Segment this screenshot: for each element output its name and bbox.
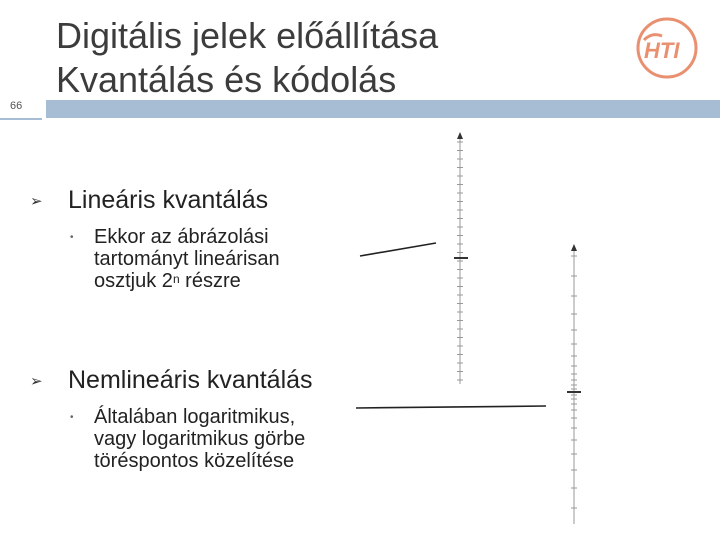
bullet-nonlinear-label: Nemlineáris kvantálás	[68, 366, 313, 394]
pointer-line-linear	[360, 243, 436, 256]
sub-nonlinear-line1: Általában logaritmikus,	[94, 406, 296, 428]
arrow-bullet-icon: ➢	[30, 373, 43, 391]
pointer-line-nonlinear	[356, 406, 546, 408]
title-line-1: Digitális jelek előállítása	[56, 15, 439, 56]
nonlinear-axis-arrowhead	[571, 244, 577, 251]
arrow-bullet-icon: ➢	[30, 193, 43, 211]
sub-linear-line3-post: részre	[179, 270, 241, 292]
exponent-n: n	[172, 272, 180, 286]
slide-number: 66	[10, 100, 23, 112]
sub-linear-line2: tartományt lineárisan	[94, 248, 280, 270]
bullet-linear-label: Lineáris kvantálás	[68, 186, 269, 214]
title-line-2: Kvantálás és kódolás	[56, 59, 397, 100]
nonlinear-scale	[567, 244, 581, 524]
sub-nonlinear-line3: töréspontos közelítése	[94, 450, 295, 472]
sub-linear-line1: Ekkor az ábrázolási	[94, 226, 269, 248]
sub-bullet-dot-icon: •	[70, 412, 74, 423]
logo-text: HTI	[644, 38, 680, 63]
sub-bullet-dot-icon: •	[70, 232, 74, 243]
sub-nonlinear-line2: vagy logaritmikus görbe	[94, 428, 306, 450]
linear-scale	[454, 132, 468, 384]
sub-linear-line3-pre: osztjuk 2	[94, 270, 173, 292]
linear-axis-arrowhead	[457, 132, 463, 139]
